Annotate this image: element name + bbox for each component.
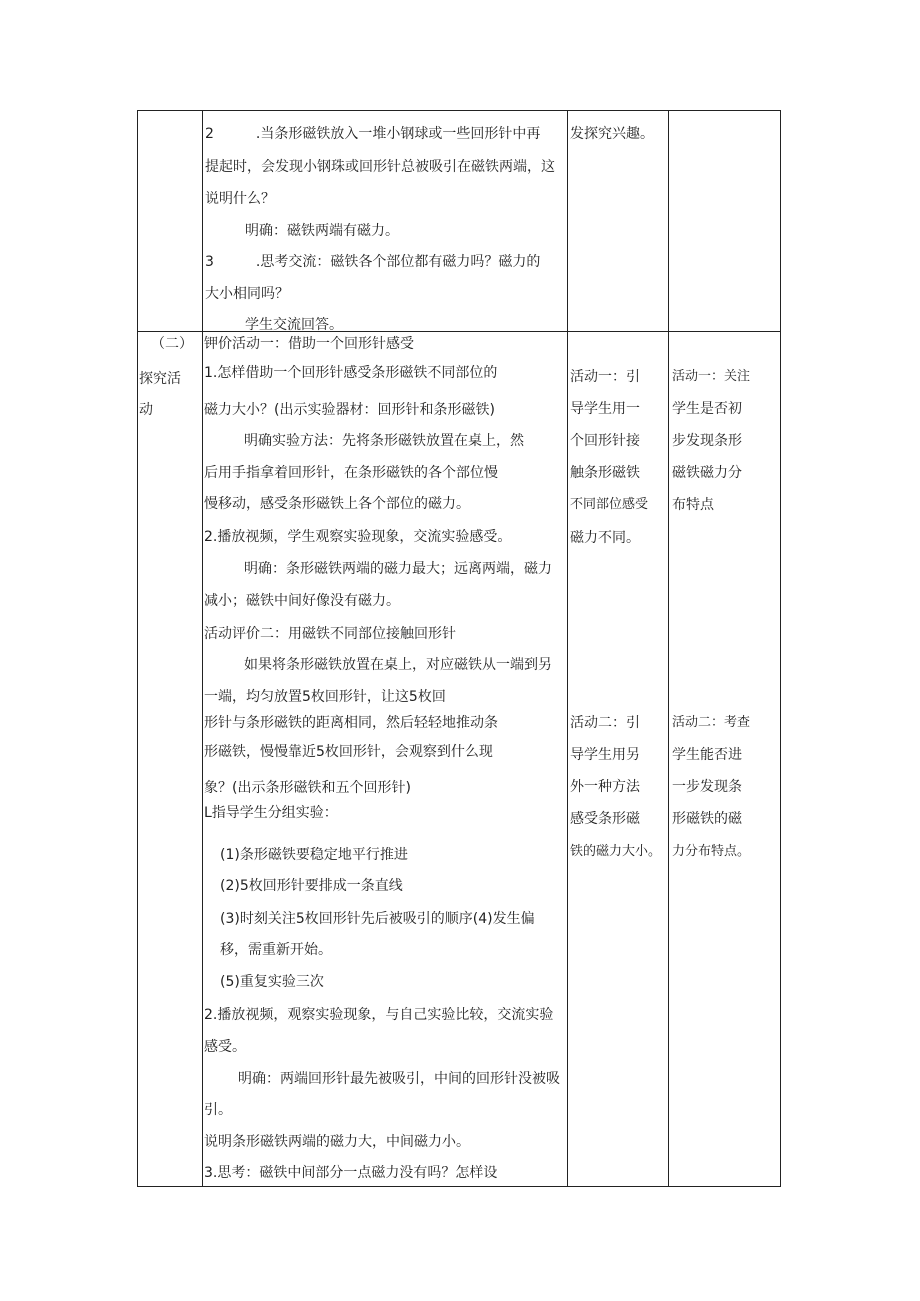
row1-line: 3 .思考交流：磁铁各个部位都有磁力吗？磁力的	[205, 254, 541, 270]
content-line: (1)条形磁铁要稳定地平行推进	[220, 847, 408, 863]
teacher-activity2-line: 导学生用另	[570, 747, 640, 763]
teacher-activity1-line: 导学生用一	[570, 401, 640, 417]
content-line: 一端，均匀放置5枚回形针，让这5枚回	[204, 689, 446, 705]
row1-line: 说明什么？	[205, 191, 275, 207]
teacher-activity1-line: 不同部位感受	[570, 497, 649, 512]
table-bottom-border	[137, 1186, 781, 1187]
content-line: 形磁铁，慢慢靠近5枚回形针，会观察到什么现	[204, 744, 493, 760]
content-line: 明确实验方法：先将条形磁铁放置在桌上，然	[244, 433, 524, 449]
eval-activity1-line: 步发现条形	[672, 433, 742, 449]
eval-activity1-line: 学生是否初	[672, 401, 742, 417]
content-line: 后用手指拿着回形针，在条形磁铁的各个部位慢	[204, 465, 498, 481]
eval-activity2-line: 活动二：考查	[672, 715, 751, 730]
teacher-activity2-line: 活动二：引	[570, 715, 640, 731]
content-line: 3.思考：磁铁中间部分一点磁力没有吗？怎样设	[204, 1165, 498, 1181]
content-line: 钾价活动一：借助一个回形针感受	[204, 336, 414, 352]
content-line: (5)重复实验三次	[220, 974, 324, 990]
content-line: 1.怎样借助一个回形针感受条形磁铁不同部位的	[204, 365, 498, 381]
content-line: 形针与条形磁铁的距离相同，然后轻轻地推动条	[204, 715, 498, 731]
content-line: 象？(出示条形磁铁和五个回形针)	[204, 780, 411, 796]
content-line: 如果将条形磁铁放置在桌上，对应磁铁从一端到另	[244, 657, 552, 673]
eval-activity2-line: 力分布特点。	[672, 844, 751, 859]
content-line: 明确：两端回形针最先被吸引，中间的回形针没被吸	[238, 1071, 560, 1087]
content-line: 引。	[204, 1102, 232, 1118]
content-line: 明确：条形磁铁两端的磁力最大；远离两端，磁力	[244, 561, 552, 577]
row1-line: 明确：磁铁两端有磁力。	[245, 223, 399, 239]
row1-teacher-note: 发探究兴趣。	[570, 126, 654, 142]
content-line: 活动评价二：用磁铁不同部位接触回形针	[204, 626, 456, 642]
teacher-activity1-line: 活动一：引	[570, 369, 640, 385]
table-right-border	[780, 110, 781, 1187]
content-line: (2)5枚回形针要排成一条直线	[220, 878, 403, 894]
teacher-activity1-line: 触条形磁铁	[570, 465, 640, 481]
column-divider-2	[567, 110, 568, 1187]
content-line: 感受。	[204, 1039, 246, 1055]
content-line: 移，需重新开始。	[220, 942, 332, 958]
eval-activity2-line: 一步发现条	[672, 779, 742, 795]
section-title: 动	[139, 402, 153, 418]
eval-activity1-line: 活动一：关注	[672, 369, 751, 384]
teacher-activity2-line: 感受条形磁	[570, 811, 640, 827]
table-left-border	[137, 110, 138, 1187]
eval-activity2-line: 学生能否进	[672, 747, 742, 763]
column-divider-3	[668, 110, 669, 1187]
content-line: 磁力大小？(出示实验器材：回形针和条形磁铁)	[204, 402, 495, 418]
content-line: 慢移动，感受条形磁铁上各个部位的磁力。	[204, 496, 470, 512]
section-number: （二）	[151, 336, 193, 352]
content-line: 减小；磁铁中间好像没有磁力。	[204, 593, 400, 609]
table-top-border	[137, 110, 781, 111]
eval-activity2-line: 形磁铁的磁	[672, 811, 742, 827]
eval-activity1-line: 布特点	[672, 497, 714, 513]
section-title: 探究活	[139, 371, 181, 387]
content-line: (3)时刻关注5枚回形针先后被吸引的顺序(4)发生偏	[220, 911, 535, 927]
content-line: 说明条形磁铁两端的磁力大，中间磁力小。	[204, 1134, 470, 1150]
row1-line: 学生交流回答。	[245, 317, 343, 333]
row1-line: 大小相同吗？	[205, 286, 289, 302]
row1-line: 2 .当条形磁铁放入一堆小钢球或一些回形针中再	[205, 126, 541, 142]
teacher-activity1-line: 磁力不同。	[570, 530, 640, 546]
row-divider	[137, 331, 781, 332]
teacher-activity1-line: 个回形针接	[570, 433, 640, 449]
row1-line: 提起时，会发现小钢珠或回形针总被吸引在磁铁两端，这	[205, 159, 555, 175]
teacher-activity2-line: 铁的磁力大小。	[570, 844, 662, 859]
content-line: L指导学生分组实验：	[204, 805, 338, 821]
eval-activity1-line: 磁铁磁力分	[672, 465, 742, 481]
teacher-activity2-line: 外一种方法	[570, 779, 640, 795]
content-line: 2.播放视频，学生观察实验现象，交流实验感受。	[204, 529, 512, 545]
content-line: 2.播放视频，观察实验现象，与自己实验比较，交流实验	[204, 1007, 554, 1023]
column-divider-1	[202, 110, 203, 1187]
